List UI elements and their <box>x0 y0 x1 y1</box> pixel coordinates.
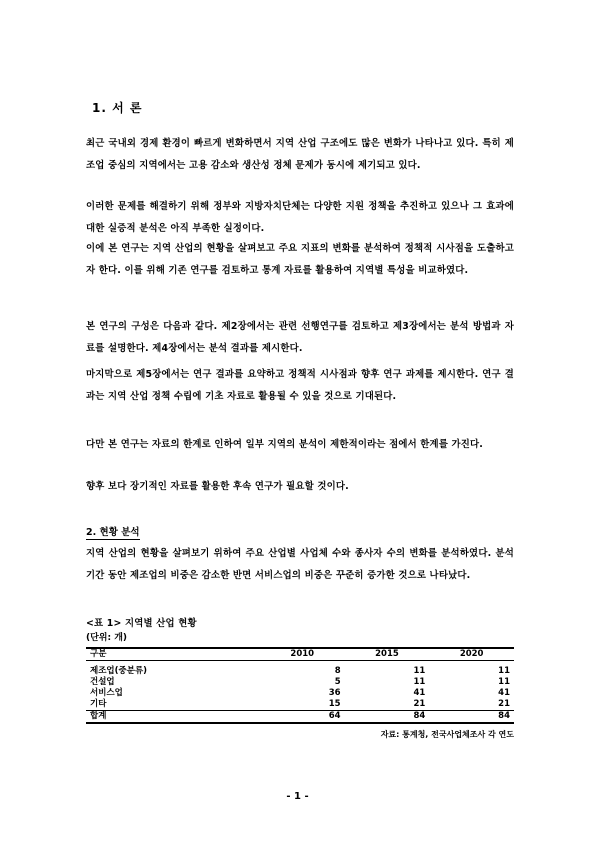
body-paragraph-2: 이러한 문제를 해결하기 위해 정부와 지방자치단체는 다양한 지원 정책을 추진하고 있으나 그 효과에 대한 실증적 분석은 아직 부족한 실정이다. <box>86 201 514 234</box>
table-cell: 5 <box>334 677 341 687</box>
table-header-row <box>86 648 514 661</box>
table-cell: 41 <box>413 688 426 698</box>
table-row <box>86 688 514 699</box>
table-cell: 제조업(중분류) <box>90 666 148 676</box>
table-cell: 합계 <box>86 711 260 724</box>
table-cell: 41 <box>498 688 510 698</box>
table-row <box>86 677 514 688</box>
table-cell: 8 <box>334 666 341 676</box>
table-caption: <표 1> 지역별 산업 현황 <box>86 618 197 629</box>
table-cell: 84 <box>345 711 430 724</box>
table-source: 자료: 통계청, 전국사업체조사 각 연도 <box>380 730 514 739</box>
body-paragraph-1: 최근 국내외 경제 환경이 빠르게 변화하면서 지역 산업 구조에도 많은 변화가 나타나고 있다. 특히 제조업 중심의 지역에서는 고용 감소와 생산성 정체 문제가 동시에 제기되고 있다. <box>86 138 514 171</box>
body-paragraph-4: 본 연구의 구성은 다음과 같다. 제2장에서는 관련 선행연구를 검토하고 제3장에서는 분석 방법과 자료를 설명한다. 제4장에서는 분석 결과를 제시한다. <box>86 321 514 354</box>
body-paragraph-7: 향후 보다 장기적인 자료를 활용한 후속 연구가 필요할 것이다. <box>86 481 349 492</box>
table-cell: 21 <box>413 699 426 709</box>
table-header-cell: 2020 <box>429 648 514 661</box>
table-cell: 11 <box>498 666 510 676</box>
table-cell: 기타 <box>90 699 107 709</box>
section-title: 2. 현황 분석 <box>86 524 140 540</box>
table-cell: 11 <box>413 666 426 676</box>
body-paragraph-3: 이에 본 연구는 지역 산업의 현황을 살펴보고 주요 지표의 변화를 분석하여 정책적 시사점을 도출하고자 한다. 이를 위해 기존 연구를 검토하고 통계 자료를 활용하여 지역별 특성을 비교하였다. <box>86 243 514 276</box>
table-row <box>86 699 514 711</box>
table-cell: 11 <box>498 677 510 687</box>
table-header-cell: 구분 <box>86 648 260 661</box>
table-row <box>86 661 514 678</box>
table-cell: 15 <box>328 699 341 709</box>
table-header-cell: 2010 <box>260 648 345 661</box>
body-paragraph-5: 마지막으로 제5장에서는 연구 결과를 요약하고 정책적 시사점과 향후 연구 과제를 제시한다. 연구 결과는 지역 산업 정책 수립에 기초 자료로 활용될 수 있을 것으로 기대된다. <box>86 369 514 402</box>
table-cell: 건설업 <box>90 677 115 687</box>
table-cell: 11 <box>413 677 426 687</box>
body-paragraph-6: 다만 본 연구는 자료의 한계로 인하여 일부 지역의 분석이 제한적이라는 점에서 한계를 가진다. <box>86 439 484 450</box>
table-cell: 64 <box>260 711 345 724</box>
table-total-row <box>86 711 514 724</box>
table-cell: 서비스업 <box>90 688 123 698</box>
table-cell: 36 <box>328 688 341 698</box>
page-number: - 1 - <box>286 791 309 802</box>
table-cell: 21 <box>498 699 510 709</box>
section-paragraph: 지역 산업의 현황을 살펴보기 위하여 주요 산업별 사업체 수와 종사자 수의 변화를 분석하였다. 분석 기간 동안 제조업의 비중은 감소한 반면 서비스업의 비중은 꾸준히 증가한 것으로 나타났다. <box>86 548 514 581</box>
table-header-cell: 2015 <box>345 648 430 661</box>
section-heading: 1. 서 론 <box>92 101 143 115</box>
data-table <box>86 647 514 724</box>
table-unit: (단위: 개) <box>86 633 128 643</box>
table-cell: 84 <box>429 711 514 724</box>
